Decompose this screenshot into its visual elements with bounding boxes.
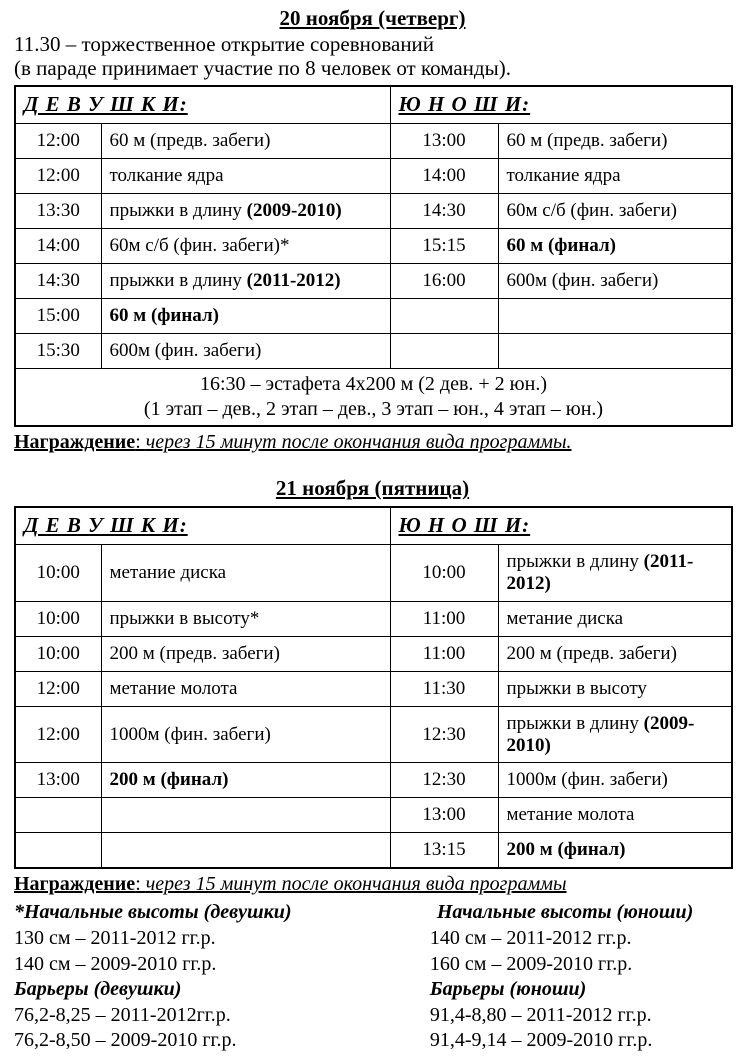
event-text-bold: 200 м (финал) <box>109 769 229 791</box>
boys-time-cell: 11:00 <box>390 636 498 671</box>
boys-event-cell <box>498 264 732 299</box>
event-text: 60м с/б (фин. забеги)* <box>109 235 290 257</box>
event-text-bold: (2011-2012) <box>506 551 694 594</box>
relay-line1: 16:30 – эстафета 4х200 м (2 дев. + 2 юн.) <box>200 373 547 396</box>
girls-time-cell: 14:00 <box>15 229 101 264</box>
day1-intro-line1: 11.30 – торжественное открытие соревнований <box>14 32 435 56</box>
girls-event-cell <box>101 671 390 706</box>
boys-event-cell <box>498 601 732 636</box>
boys-height-line: 160 см – 2009-2010 гг.р. <box>429 952 633 975</box>
event-text: 600м (фин. забеги) <box>506 270 659 292</box>
event-text: метание диска <box>506 607 624 629</box>
day2-award-label: Награждение <box>14 873 136 896</box>
schedule-row <box>15 833 732 869</box>
girls-event-cell <box>101 264 390 299</box>
boys-footnotes-column <box>430 900 731 1054</box>
day2-schedule-table <box>14 506 733 869</box>
day2-section <box>14 476 731 896</box>
event-text-bold: 60 м (финал) <box>109 305 219 327</box>
day1-schedule-table <box>14 85 733 427</box>
event-text: 200 м (предв. забеги) <box>109 642 280 664</box>
event-text-bold: (2009-2010) <box>246 200 342 222</box>
day2-title: 21 ноября (пятница) <box>275 476 470 501</box>
boys-time-cell: 14:00 <box>390 159 498 194</box>
day2-award-colon: : <box>135 873 146 896</box>
girls-event-cell <box>101 706 390 763</box>
schedule-row <box>15 194 732 229</box>
girls-time-cell: 10:00 <box>15 601 101 636</box>
girls-hurdle-line: 76,2-8,25 – 2011-2012гг.р. <box>14 1003 231 1026</box>
girls-event-cell <box>101 299 390 334</box>
event-text: 1000м (фин. забеги) <box>506 769 668 791</box>
girls-header-label: Д Е В У Ш К И: <box>24 92 188 117</box>
relay-row <box>15 369 732 427</box>
boys-event-cell <box>498 636 732 671</box>
boys-time-cell <box>390 299 498 334</box>
boys-time-cell <box>390 334 498 369</box>
girls-time-cell: 13:00 <box>15 763 101 798</box>
schedule-row <box>15 798 732 833</box>
girls-event-cell <box>101 601 390 636</box>
girls-header-label: Д Е В У Ш К И: <box>24 513 188 538</box>
girls-time-cell: 12:00 <box>15 706 101 763</box>
boys-header-label: Ю Н О Ш И: <box>398 92 531 117</box>
girls-time-cell: 15:30 <box>15 334 101 369</box>
day1-relay-body <box>15 369 732 427</box>
boys-event-cell <box>498 124 732 159</box>
day1-section <box>14 6 731 454</box>
schedule-row <box>15 299 732 334</box>
day1-award-colon: : <box>135 431 146 454</box>
day2-header-row <box>15 507 732 545</box>
girls-event-cell <box>101 194 390 229</box>
boys-time-cell: 15:15 <box>390 229 498 264</box>
girls-time-cell: 13:30 <box>15 194 101 229</box>
day1-award-text: через 15 минут после окончания вида программы. <box>145 431 572 454</box>
event-text: 60 м (предв. забеги) <box>506 130 668 152</box>
boys-event-cell <box>498 545 732 602</box>
event-text: прыжки в высоту* <box>109 607 260 629</box>
event-text: 600м (фин. забеги) <box>109 340 262 362</box>
event-text: 200 м (предв. забеги) <box>506 642 677 664</box>
boys-event-cell <box>498 833 732 869</box>
schedule-row <box>15 763 732 798</box>
event-text: метание диска <box>109 561 227 583</box>
girls-heights-title: *Начальные высоты (девушки) <box>14 901 292 924</box>
girls-time-cell: 10:00 <box>15 636 101 671</box>
boys-time-cell: 10:00 <box>390 545 498 602</box>
girls-height-line: 130 см – 2011-2012 гг.р. <box>14 927 216 949</box>
schedule-row <box>15 636 732 671</box>
girls-event-cell <box>101 798 390 833</box>
boys-time-cell: 11:00 <box>390 601 498 636</box>
boys-hurdle-line: 91,4-8,80 – 2011-2012 гг.р. <box>429 1003 652 1026</box>
boys-heights-title: Начальные высоты (юноши) <box>436 901 694 924</box>
event-text: толкание ядра <box>506 165 621 187</box>
schedule-row <box>15 124 732 159</box>
event-text: прыжки в длину <box>506 551 644 573</box>
footnotes-section <box>14 900 731 1054</box>
day1-rows-body <box>15 124 732 369</box>
girls-footnotes-column <box>14 900 430 1054</box>
event-text: толкание ядра <box>109 165 224 187</box>
day1-header-row <box>15 86 732 124</box>
girls-time-cell: 14:30 <box>15 264 101 299</box>
event-text: 60м с/б (фин. забеги) <box>506 200 677 222</box>
day2-boys-header-cell <box>390 507 732 545</box>
event-text: прыжки в длину <box>506 712 644 734</box>
boys-time-cell: 12:30 <box>390 706 498 763</box>
schedule-row <box>15 671 732 706</box>
boys-event-cell <box>498 706 732 763</box>
schedule-row <box>15 706 732 763</box>
boys-hurdle-line: 91,4-9,14 – 2009-2010 гг.р. <box>429 1029 653 1052</box>
event-text-bold: 60 м (финал) <box>506 235 616 257</box>
boys-header-label: Ю Н О Ш И: <box>398 513 531 538</box>
day2-rows-body <box>15 545 732 869</box>
boys-time-cell: 12:30 <box>390 763 498 798</box>
girls-event-cell <box>101 124 390 159</box>
boys-event-cell <box>498 798 732 833</box>
day1-girls-header-cell <box>15 86 390 124</box>
girls-time-cell <box>15 833 101 869</box>
girls-time-cell: 12:00 <box>15 124 101 159</box>
day2-award-note <box>14 873 731 896</box>
event-text: прыжки в высоту <box>506 677 647 699</box>
boys-time-cell: 13:00 <box>390 798 498 833</box>
boys-time-cell: 13:15 <box>390 833 498 869</box>
girls-event-cell <box>101 763 390 798</box>
girls-time-cell <box>15 798 101 833</box>
event-text: метание молота <box>109 677 238 699</box>
event-text: прыжки в длину <box>109 270 247 292</box>
relay-line2: (1 этап – дев., 2 этап – дев., 3 этап – юн., 4 этап – юн.) <box>143 398 604 421</box>
day2-girls-header-cell <box>15 507 390 545</box>
day1-award-label: Награждение <box>14 431 136 454</box>
schedule-row <box>15 229 732 264</box>
boys-event-cell <box>498 334 732 369</box>
day1-boys-header-cell <box>390 86 732 124</box>
boys-time-cell: 16:00 <box>390 264 498 299</box>
girls-time-cell: 10:00 <box>15 545 101 602</box>
girls-hurdle-line: 76,2-8,50 – 2009-2010 гг.р. <box>14 1029 237 1052</box>
boys-time-cell: 13:00 <box>390 124 498 159</box>
girls-time-cell: 15:00 <box>15 299 101 334</box>
boys-time-cell: 11:30 <box>390 671 498 706</box>
girls-event-cell <box>101 833 390 869</box>
schedule-row <box>15 264 732 299</box>
schedule-row <box>15 334 732 369</box>
event-text: 60 м (предв. забеги) <box>109 130 271 152</box>
girls-time-cell: 12:00 <box>15 159 101 194</box>
girls-time-cell: 12:00 <box>15 671 101 706</box>
event-text: метание молота <box>506 804 635 826</box>
relay-cell <box>15 369 732 427</box>
boys-hurdles-title: Барьеры (юноши) <box>429 978 587 1001</box>
schedule-row <box>15 545 732 602</box>
girls-event-cell <box>101 636 390 671</box>
boys-event-cell <box>498 194 732 229</box>
boys-event-cell <box>498 229 732 264</box>
girls-event-cell <box>101 159 390 194</box>
schedule-row <box>15 601 732 636</box>
boys-event-cell <box>498 159 732 194</box>
day1-title: 20 ноября (четверг) <box>279 6 466 30</box>
boys-height-line: 140 см – 2011-2012 гг.р. <box>429 927 632 949</box>
boys-event-cell <box>498 671 732 706</box>
day2-award-text: через 15 минут после окончания вида программы <box>145 873 567 896</box>
girls-height-line: 140 см – 2009-2010 гг.р. <box>14 952 217 975</box>
boys-event-cell <box>498 763 732 798</box>
day1-award-note <box>14 431 731 454</box>
event-text-bold: (2009-2010) <box>506 712 695 756</box>
boys-event-cell <box>498 299 732 334</box>
event-text-bold: (2011-2012) <box>246 270 341 292</box>
girls-hurdles-title: Барьеры (девушки) <box>14 978 182 1001</box>
event-text: прыжки в длину <box>109 200 247 222</box>
boys-time-cell: 14:30 <box>390 194 498 229</box>
girls-event-cell <box>101 334 390 369</box>
girls-event-cell <box>101 545 390 602</box>
schedule-row <box>15 159 732 194</box>
girls-event-cell <box>101 229 390 264</box>
day1-intro-line2: (в параде принимает участие по 8 человек от команды). <box>14 55 511 80</box>
event-text-bold: 200 м (финал) <box>506 839 626 861</box>
event-text: 1000м (фин. забеги) <box>109 723 271 745</box>
